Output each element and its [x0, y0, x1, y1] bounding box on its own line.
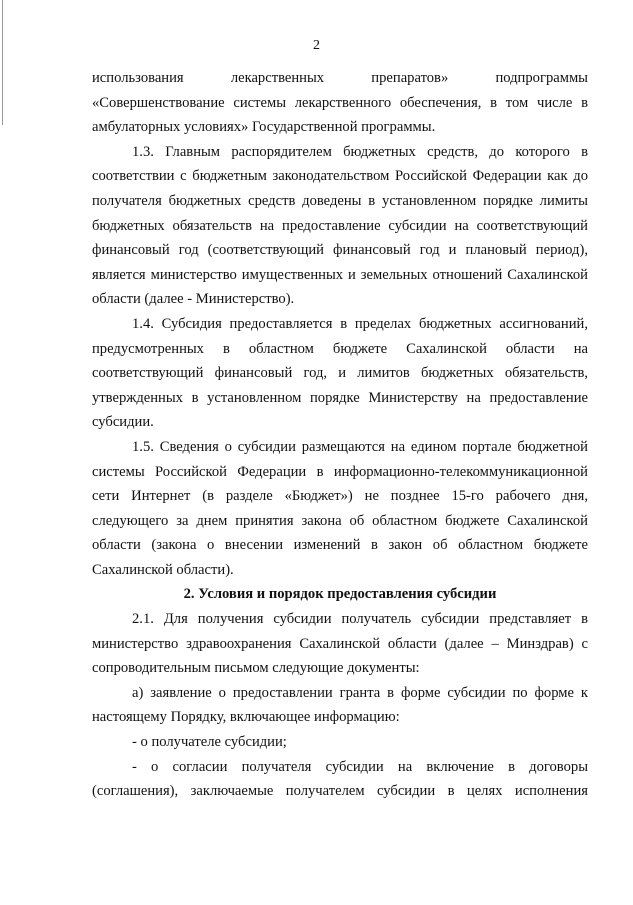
- paragraph-bullet-recipient: - о получателе субсидии;: [132, 734, 287, 751]
- document-body: [92, 66, 588, 804]
- scan-edge-line: [2, 0, 3, 125]
- paragraph-1-5: 1.5. Сведения о субсидии размещаются на едином портале бюджетной системы Российской Федерации в информационно-телекоммуникационной сети Интернет (в разделе «Бюджет») не позднее 15-го рабочего дня, следующего за днем принятия закона об областном бюджете Сахалинской области (закона о внесении изменений в закон об областном бюджете Сахалинской области).: [92, 438, 588, 578]
- paragraph-1-3: 1.3. Главным распорядителем бюджетных средств, до которого в соответствии с бюджетным законодательством Российской Федерации как до получателя бюджетных средств доведены в установленном порядке лимиты бюджетных обязательств на предоставление субсидии на соответствующий финансовый год (соответствующий финансовый год и плановый период), является министерство имущественных и земельных отношений Сахалинской области (далее - Министерство).: [92, 143, 588, 308]
- paragraph-1-4: 1.4. Субсидия предоставляется в пределах бюджетных ассигнований, предусмотренных в областном бюджете Сахалинской области на соответствующий финансовый год, и лимитов бюджетных обязательств, утвержденных в установленном порядке Министерству на предоставление субсидии.: [92, 315, 588, 431]
- paragraph-bullet-consent: - о согласии получателя субсидии на включение в договоры (соглашения), заключаемые получателем субсидии в целях исполнения: [92, 758, 588, 800]
- section-heading-2: 2. Условия и порядок предоставления субсидии: [183, 586, 497, 603]
- page-number: 2: [313, 38, 320, 53]
- paragraph-2-1: 2.1. Для получения субсидии получатель субсидии представляет в министерство здравоохранения Сахалинской области (далее – Минздрав) с сопроводительным письмом следующие документы:: [92, 611, 588, 677]
- paragraph-continuation: использования лекарственных препаратов» подпрограммы «Совершенствование системы лекарственного обеспечения, в том числе в амбулаторных условиях» Государственной программы.: [92, 70, 588, 136]
- paragraph-item-a: а) заявление о предоставлении гранта в форме субсидии по форме к настоящему Порядку, включающее информацию:: [92, 684, 588, 726]
